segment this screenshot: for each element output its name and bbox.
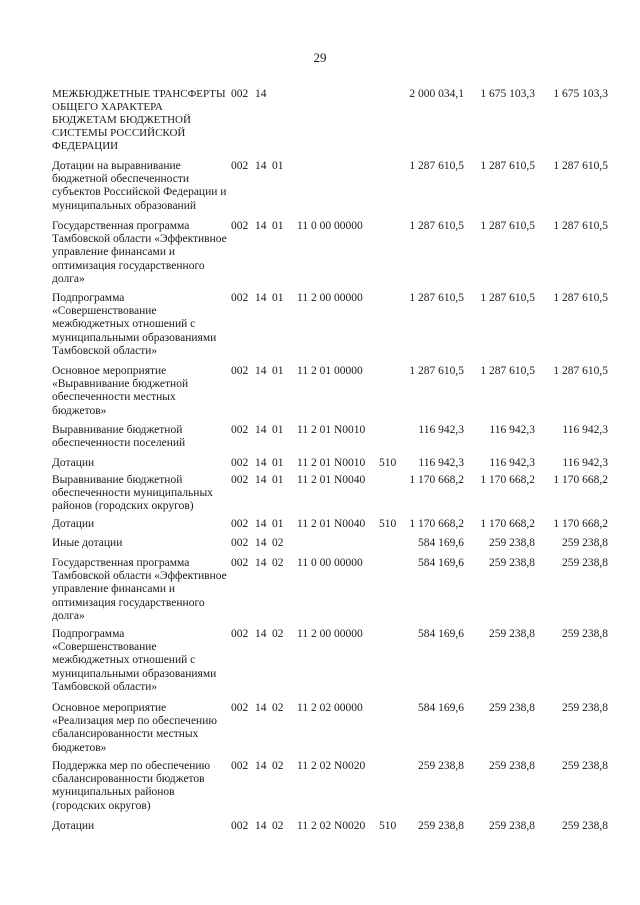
section-code: 14	[255, 220, 267, 232]
expense-type-code: 510	[379, 518, 397, 530]
amount-year-1: 1 170 668,2	[409, 518, 464, 530]
row-name: МЕЖБЮДЖЕТНЫЕ ТРАНСФЕРТЫ ОБЩЕГО ХАРАКТЕРА БЮДЖЕТАМ БЮДЖЕТНОЙ СИСТЕМЫ РОССИЙСКОЙ ФЕДЕРАЦИИ	[52, 88, 226, 152]
amount-year-3: 259 238,8	[562, 537, 608, 549]
section-code: 14	[255, 702, 267, 714]
ved-code: 002	[231, 474, 249, 486]
row-name: Выравнивание бюджетной обеспеченности поселений	[52, 424, 186, 450]
amount-year-2: 1 287 610,5	[480, 220, 535, 232]
amount-year-3: 259 238,8	[562, 820, 608, 832]
subsection-code: 02	[272, 537, 284, 549]
amount-year-1: 1 287 610,5	[409, 160, 464, 172]
section-code: 14	[255, 474, 267, 486]
amount-year-2: 259 238,8	[489, 820, 535, 832]
subsection-code: 01	[272, 424, 284, 436]
amount-year-3: 1 287 610,5	[553, 160, 608, 172]
section-code: 14	[255, 537, 267, 549]
row-name: Подпрограмма «Совершенствование межбюджетных отношений с муниципальными образованиями Тамбовской области»	[52, 628, 217, 693]
ved-code: 002	[231, 537, 249, 549]
target-article-code: 11 0 00 00000	[297, 220, 363, 232]
expense-type-code: 510	[379, 457, 397, 469]
amount-year-3: 1 170 668,2	[553, 518, 608, 530]
target-article-code: 11 0 00 00000	[297, 557, 363, 569]
ved-code: 002	[231, 628, 249, 640]
ved-code: 002	[231, 220, 249, 232]
section-code: 14	[255, 557, 267, 569]
row-name: Дотации на выравнивание бюджетной обеспеченности субъектов Российской Федерации и муниципальных образований	[52, 160, 227, 212]
row-name: Дотации	[52, 820, 95, 832]
target-article-code: 11 2 02 00000	[297, 702, 363, 714]
row-name: Выравнивание бюджетной обеспеченности муниципальных районов (городских округов)	[52, 474, 213, 513]
section-code: 14	[255, 628, 267, 640]
subsection-code: 01	[272, 365, 284, 377]
subsection-code: 02	[272, 628, 284, 640]
amount-year-2: 116 942,3	[489, 457, 535, 469]
target-article-code: 11 2 00 00000	[297, 628, 363, 640]
subsection-code: 02	[272, 820, 284, 832]
ved-code: 002	[231, 292, 249, 304]
ved-code: 002	[231, 365, 249, 377]
subsection-code: 01	[272, 220, 284, 232]
subsection-code: 02	[272, 557, 284, 569]
subsection-code: 01	[272, 518, 284, 530]
section-code: 14	[255, 457, 267, 469]
row-name: Подпрограмма «Совершенствование межбюджетных отношений с муниципальными образованиями Тамбовской области»	[52, 292, 217, 357]
target-article-code: 11 2 01 00000	[297, 365, 363, 377]
row-name: Поддержка мер по обеспечению сбалансированности бюджетов муниципальных районов (городских округов)	[52, 760, 211, 812]
ved-code: 002	[231, 557, 249, 569]
amount-year-1: 1 170 668,2	[409, 474, 464, 486]
ved-code: 002	[231, 160, 249, 172]
subsection-code: 01	[272, 457, 284, 469]
amount-year-1: 116 942,3	[418, 457, 464, 469]
amount-year-1: 584 169,6	[418, 557, 464, 569]
amount-year-1: 1 287 610,5	[409, 220, 464, 232]
amount-year-2: 1 170 668,2	[480, 474, 535, 486]
row-name: Основное мероприятие «Выравнивание бюджетной обеспеченности местных бюджетов»	[52, 365, 189, 417]
target-article-code: 11 2 02 N0020	[297, 760, 366, 772]
ved-code: 002	[231, 88, 249, 100]
subsection-code: 01	[272, 474, 284, 486]
amount-year-1: 259 238,8	[418, 760, 464, 772]
subsection-code: 01	[272, 160, 284, 172]
target-article-code: 11 2 00 00000	[297, 292, 363, 304]
amount-year-3: 116 942,3	[562, 457, 608, 469]
target-article-code: 11 2 01 N0010	[297, 424, 366, 436]
ved-code: 002	[231, 518, 249, 530]
ved-code: 002	[231, 457, 249, 469]
ved-code: 002	[231, 424, 249, 436]
row-name: Основное мероприятие «Реализация мер по обеспечению сбалансированности местных бюджетов»	[52, 702, 217, 754]
row-name: Дотации	[52, 518, 95, 530]
section-code: 14	[255, 424, 267, 436]
ved-code: 002	[231, 760, 249, 772]
amount-year-2: 259 238,8	[489, 557, 535, 569]
section-code: 14	[255, 760, 267, 772]
ved-code: 002	[231, 820, 249, 832]
section-code: 14	[255, 365, 267, 377]
target-article-code: 11 2 01 N0040	[297, 518, 366, 530]
amount-year-1: 584 169,6	[418, 702, 464, 714]
section-code: 14	[255, 518, 267, 530]
amount-year-1: 2 000 034,1	[409, 88, 464, 100]
row-name: Дотации	[52, 457, 95, 469]
amount-year-3: 1 287 610,5	[553, 292, 608, 304]
amount-year-3: 1 170 668,2	[553, 474, 608, 486]
amount-year-3: 1 287 610,5	[553, 220, 608, 232]
amount-year-3: 1 675 103,3	[553, 88, 608, 100]
section-code: 14	[255, 88, 267, 100]
amount-year-3: 1 287 610,5	[553, 365, 608, 377]
amount-year-1: 584 169,6	[418, 628, 464, 640]
amount-year-3: 259 238,8	[562, 702, 608, 714]
ved-code: 002	[231, 702, 249, 714]
amount-year-3: 116 942,3	[562, 424, 608, 436]
target-article-code: 11 2 01 N0010	[297, 457, 366, 469]
amount-year-2: 259 238,8	[489, 702, 535, 714]
amount-year-3: 259 238,8	[562, 760, 608, 772]
amount-year-2: 259 238,8	[489, 760, 535, 772]
amount-year-2: 259 238,8	[489, 628, 535, 640]
row-name: Иные дотации	[52, 537, 123, 549]
section-code: 14	[255, 160, 267, 172]
amount-year-2: 1 287 610,5	[480, 160, 535, 172]
target-article-code: 11 2 02 N0020	[297, 820, 366, 832]
amount-year-3: 259 238,8	[562, 557, 608, 569]
target-article-code: 11 2 01 N0040	[297, 474, 366, 486]
amount-year-2: 1 675 103,3	[480, 88, 535, 100]
amount-year-1: 259 238,8	[418, 820, 464, 832]
expense-type-code: 510	[379, 820, 397, 832]
amount-year-2: 1 170 668,2	[480, 518, 535, 530]
subsection-code: 02	[272, 702, 284, 714]
page-number: 29	[313, 50, 327, 65]
section-code: 14	[255, 292, 267, 304]
amount-year-1: 584 169,6	[418, 537, 464, 549]
amount-year-1: 116 942,3	[418, 424, 464, 436]
amount-year-2: 1 287 610,5	[480, 365, 535, 377]
subsection-code: 02	[272, 760, 284, 772]
subsection-code: 01	[272, 292, 284, 304]
amount-year-2: 259 238,8	[489, 537, 535, 549]
amount-year-2: 1 287 610,5	[480, 292, 535, 304]
amount-year-1: 1 287 610,5	[409, 365, 464, 377]
amount-year-1: 1 287 610,5	[409, 292, 464, 304]
amount-year-2: 116 942,3	[489, 424, 535, 436]
row-name: Государственная программа Тамбовской области «Эффективное управление финансами и оптимизация государственного долга»	[52, 557, 227, 622]
row-name: Государственная программа Тамбовской области «Эффективное управление финансами и оптимизация государственного долга»	[52, 220, 227, 285]
amount-year-3: 259 238,8	[562, 628, 608, 640]
section-code: 14	[255, 820, 267, 832]
